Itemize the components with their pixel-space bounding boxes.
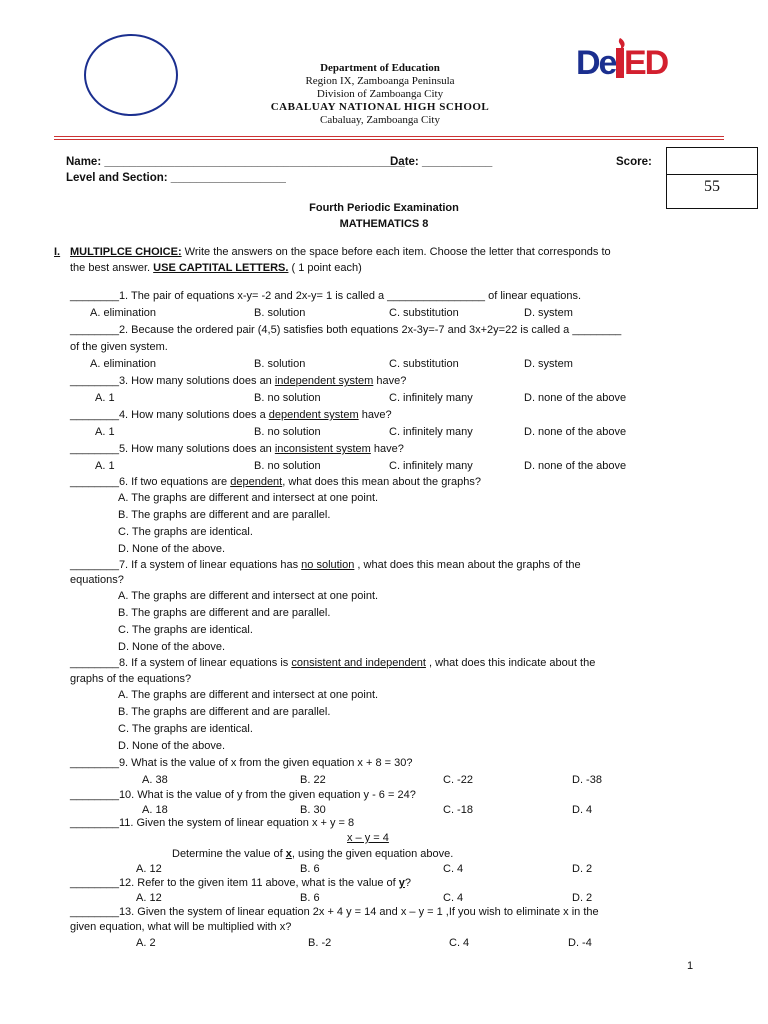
q6-option-a: A. The graphs are different and intersect at one point.	[118, 492, 379, 504]
q4-post: have?	[358, 409, 392, 421]
q11-var: x	[285, 848, 292, 860]
question-1: ________1. The pair of equations x-y= -2 and 2x-y= 1 is called a ________________ of linear equations.	[70, 290, 582, 302]
q7-option-a: A. The graphs are different and intersect at one point.	[118, 590, 379, 602]
q7-term: no solution	[301, 559, 355, 571]
q1-option-d: D. system	[524, 307, 573, 319]
score-box-divider	[667, 174, 757, 175]
q9-option-d: D. -38	[572, 774, 602, 786]
q10-option-b: B. 30	[300, 804, 326, 816]
instructions-text-2a: the best answer.	[70, 262, 154, 274]
question-2-cont: of the given system.	[70, 341, 168, 353]
q10-option-a: A. 18	[142, 804, 168, 816]
q11-option-c: C. 4	[443, 863, 464, 875]
question-13-cont: given equation, what will be multiplied with x?	[70, 921, 292, 933]
q7-option-d: D. None of the above.	[118, 641, 226, 653]
deped-logo	[576, 34, 676, 94]
score-label: Score:	[616, 156, 652, 168]
q7-pre: ________7. If a system of linear equations has	[70, 559, 302, 571]
instructions-label: MULTIPLCE CHOICE:	[70, 246, 182, 258]
q13-option-c: C. 4	[449, 937, 470, 949]
q8-post: , what does this indicate about the	[425, 657, 596, 669]
q3-option-a: A. 1	[95, 392, 115, 404]
q8-pre: ________8. If a system of linear equations is	[70, 657, 292, 669]
question-12	[70, 877, 411, 889]
q6-term: dependent	[230, 476, 283, 488]
q11-instruction	[172, 848, 453, 860]
header-line-deped: Department of Education	[320, 62, 440, 74]
q3-term: independent system	[274, 375, 374, 387]
q8-option-b: B. The graphs are different and are parallel.	[118, 706, 331, 718]
exam-title: Fourth Periodic Examination	[309, 202, 459, 214]
question-4	[70, 409, 392, 421]
question-8	[70, 657, 595, 669]
q3-pre: ________3. How many solutions does an	[70, 375, 275, 387]
name-field[interactable]: Name: _______________________________________________	[66, 156, 405, 168]
q3-option-d: D. none of the above	[524, 392, 627, 404]
question-6	[70, 476, 481, 488]
q4-term: dependent system	[268, 409, 359, 421]
q9-option-c: C. -22	[443, 774, 473, 786]
q12-option-a: A. 12	[136, 892, 162, 904]
q11-post: , using the given equation above.	[291, 848, 454, 860]
q1-option-a: A. elimination	[90, 307, 157, 319]
q5-term: inconsistent system	[274, 443, 371, 455]
question-13: ________13. Given the system of linear equation 2x + 4 y = 14 and x – y = 1 ,If you wish to eliminate x in the	[70, 906, 599, 918]
q2-option-b: B. solution	[254, 358, 306, 370]
q6-post: , what does this mean about the graphs?	[282, 476, 481, 488]
q11-option-b: B. 6	[300, 863, 320, 875]
q12-var: y	[398, 877, 405, 889]
q9-option-a: A. 38	[142, 774, 168, 786]
instructions-line-2	[70, 262, 362, 274]
q8-term: consistent and independent	[291, 657, 426, 669]
q4-option-b: B. no solution	[254, 426, 321, 438]
question-3	[70, 375, 406, 387]
q9-option-b: B. 22	[300, 774, 326, 786]
question-5	[70, 443, 404, 455]
page-number: 1	[687, 960, 694, 972]
score-value: 55	[704, 178, 720, 195]
q5-post: have?	[370, 443, 404, 455]
q13-option-b: B. -2	[308, 937, 332, 949]
q2-option-a: A. elimination	[90, 358, 157, 370]
header-line-school: CABALUAY NATIONAL HIGH SCHOOL	[270, 101, 490, 113]
q4-option-c: C. infinitely many	[389, 426, 473, 438]
q7-option-c: C. The graphs are identical.	[118, 624, 253, 636]
q11-option-a: A. 12	[136, 863, 162, 875]
q7-option-b: B. The graphs are different and are parallel.	[118, 607, 331, 619]
level-section-field[interactable]: Level and Section: __________________	[66, 172, 286, 184]
question-2: ________2. Because the ordered pair (4,5) satisfies both equations 2x-3y=-7 and 3x+2y=22 is called a ________	[70, 324, 622, 336]
q6-option-c: C. The graphs are identical.	[118, 526, 253, 538]
question-7	[70, 559, 581, 571]
q6-option-d: D. None of the above.	[118, 543, 226, 555]
q11-equation-2: x – y = 4	[347, 832, 389, 844]
q4-option-d: D. none of the above	[524, 426, 627, 438]
q1-option-c: C. substitution	[389, 307, 459, 319]
header-divider-1	[54, 136, 724, 137]
q8-option-c: C. The graphs are identical.	[118, 723, 253, 735]
svg-text:De: De	[576, 44, 616, 82]
instructions-emphasis: USE CAPTITAL LETTERS.	[153, 262, 289, 274]
q8-option-d: D. None of the above.	[118, 740, 226, 752]
date-field[interactable]: Date: ___________	[390, 156, 493, 168]
q11-pre: Determine the value of	[172, 848, 286, 860]
q4-pre: ________4. How many solutions does a	[70, 409, 269, 421]
question-8-cont: graphs of the equations?	[70, 673, 192, 685]
q12-option-b: B. 6	[300, 892, 320, 904]
question-7-cont: equations?	[70, 574, 124, 586]
q10-option-c: C. -18	[443, 804, 473, 816]
header-line-region: Region IX, Zamboanga Peninsula	[305, 75, 455, 87]
question-9: ________9. What is the value of x from the given equation x + 8 = 30?	[70, 757, 413, 769]
q12-option-c: C. 4	[443, 892, 464, 904]
q13-option-a: A. 2	[136, 937, 156, 949]
instructions-text-2c: ( 1 point each)	[288, 262, 362, 274]
instructions-line-1	[70, 246, 611, 258]
question-10: ________10. What is the value of y from the given equation y - 6 = 24?	[70, 789, 416, 801]
q2-option-c: C. substitution	[389, 358, 459, 370]
q3-post: have?	[373, 375, 407, 387]
exam-subject: MATHEMATICS 8	[339, 218, 429, 230]
header-line-division: Division of Zamboanga City	[316, 88, 444, 100]
header-line-address: Cabaluay, Zamboanga City	[320, 114, 440, 126]
svg-text:ED: ED	[624, 44, 668, 82]
q3-option-c: C. infinitely many	[389, 392, 473, 404]
q12-pre: ________12. Refer to the given item 11 above, what is the value of	[70, 877, 399, 889]
header-divider-2	[54, 139, 724, 140]
q5-option-c: C. infinitely many	[389, 460, 473, 472]
section-number: I.	[54, 246, 61, 258]
question-11: ________11. Given the system of linear equation x + y = 8	[70, 817, 355, 829]
q8-option-a: A. The graphs are different and intersect at one point.	[118, 689, 379, 701]
school-seal-placeholder	[84, 34, 178, 116]
q6-option-b: B. The graphs are different and are parallel.	[118, 509, 331, 521]
q5-option-d: D. none of the above	[524, 460, 627, 472]
q5-option-b: B. no solution	[254, 460, 321, 472]
q2-option-d: D. system	[524, 358, 573, 370]
q7-post: , what does this mean about the graphs of the	[354, 559, 581, 571]
q6-pre: ________6. If two equations are	[70, 476, 231, 488]
q12-option-d: D. 2	[572, 892, 593, 904]
q12-post: ?	[404, 877, 412, 889]
q5-option-a: A. 1	[95, 460, 115, 472]
q3-option-b: B. no solution	[254, 392, 321, 404]
instructions-text-1: Write the answers on the space before each item. Choose the letter that corresponds to	[181, 246, 611, 258]
q4-option-a: A. 1	[95, 426, 115, 438]
q10-option-d: D. 4	[572, 804, 593, 816]
score-box	[666, 147, 758, 209]
q11-option-d: D. 2	[572, 863, 593, 875]
q1-option-b: B. solution	[254, 307, 306, 319]
q13-option-d: D. -4	[568, 937, 592, 949]
q5-pre: ________5. How many solutions does an	[70, 443, 275, 455]
